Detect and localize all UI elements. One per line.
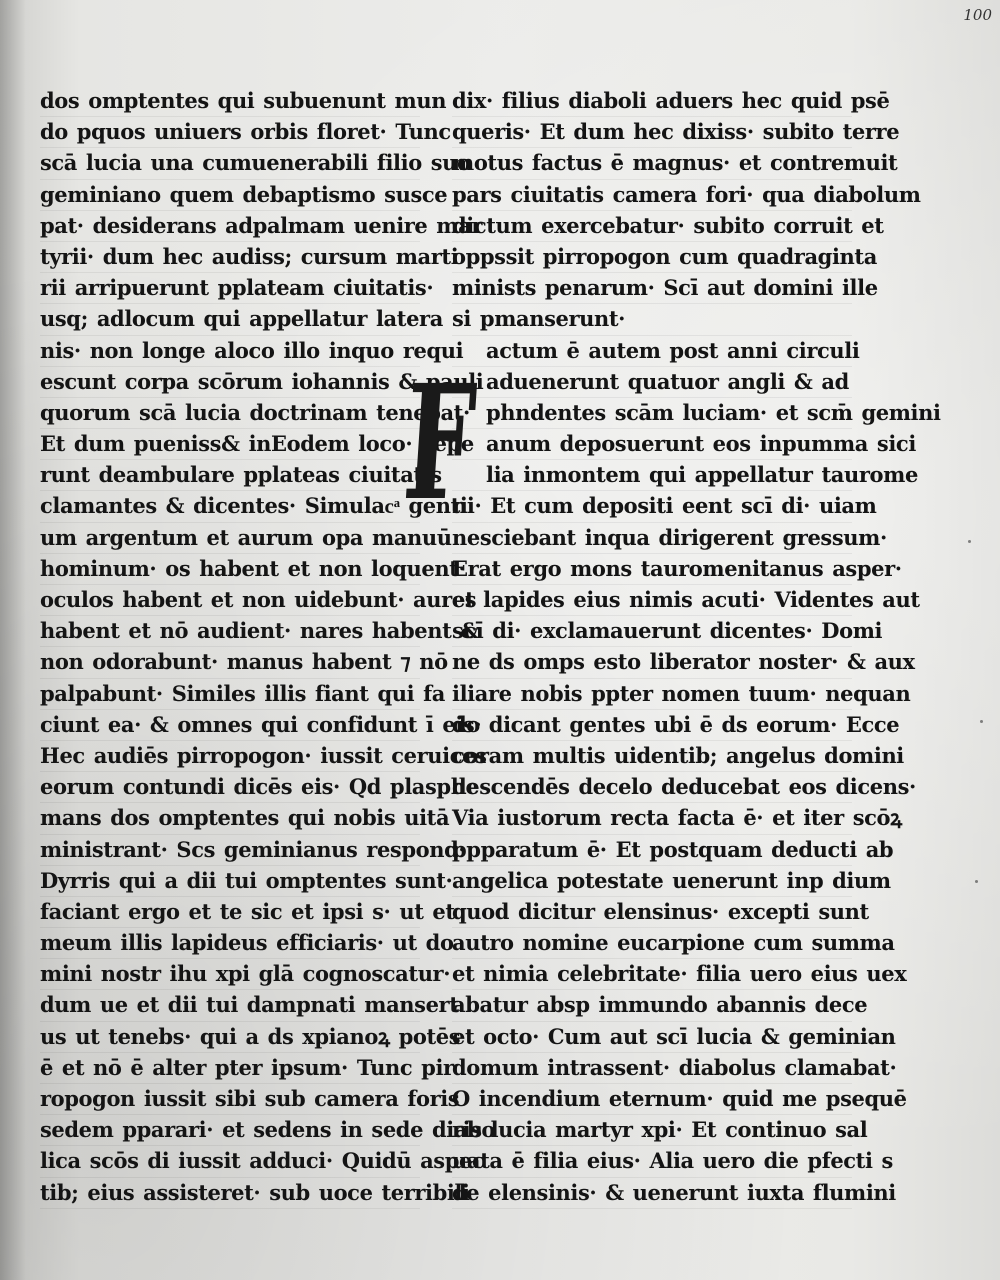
manuscript-line: Et dum pueniss& inEodem loco· cepe <box>40 429 420 460</box>
manuscript-line: aduenerunt quatuor angli & ad <box>452 367 852 398</box>
manuscript-line: tib; eius assisteret· sub uoce terribili <box>40 1178 420 1209</box>
manuscript-line: non odorabunt· manus habent ⁊ nō <box>40 647 420 678</box>
manuscript-line: Hec audiēs pirropogon· iussit ceruices <box>40 741 420 772</box>
manuscript-line: ne ds omps esto liberator noster· & aux <box>452 647 852 678</box>
manuscript-line: Via iustorum recta facta ē· et iter scōꝝ <box>452 803 852 834</box>
manuscript-line: coram multis uidentib; angelus domini <box>452 741 852 772</box>
manuscript-line: uata ē filia eius· Alia uero die pfecti s <box>452 1146 852 1177</box>
manuscript-line: et octo· Cum aut scī lucia & geminian <box>452 1022 852 1053</box>
manuscript-line: actum ē autem post anni circuli <box>452 336 852 367</box>
decorated-initial-letter: F <box>398 351 481 536</box>
manuscript-line: us ut tenebs· qui a ds xpianoꝝ potēs <box>40 1022 420 1053</box>
manuscript-line: motus factus ē magnus· et contremuit <box>452 148 852 179</box>
manuscript-line: dix· filius diaboli aduers hec quid psē <box>452 86 852 117</box>
right-text-column <box>452 86 941 1209</box>
manuscript-line: mans dos omptentes qui nobis uitā <box>40 803 420 834</box>
parchment-speck <box>975 880 978 883</box>
manuscript-line: tyrii· dum hec audiss; cursum marti <box>40 242 420 273</box>
manuscript-line: queris· Et dum hec dixiss· subito terre <box>452 117 852 148</box>
manuscript-line: mini nostr ihu xpi glā cognoscatur· <box>40 959 420 990</box>
manuscript-line: ppparatum ē· Et postquam deducti ab <box>452 835 852 866</box>
manuscript-line: clamantes & dicentes· Simulacͣ genti <box>40 491 420 522</box>
parchment-speck <box>980 720 983 723</box>
left-text-column <box>40 86 495 1209</box>
manuscript-line: oppssit pirropogon cum quadraginta <box>452 242 852 273</box>
manuscript-line: ni· Et cum depositi eent scī di· uiam <box>452 491 852 522</box>
manuscript-line: iliare nobis ppter nomen tuum· nequan <box>452 679 852 710</box>
manuscript-line: pat· desiderans adpalmam uenire mar <box>40 211 420 242</box>
manuscript-line: runt deambulare pplateas ciuitatis <box>40 460 420 491</box>
manuscript-line: usq; adlocum qui appellatur latera <box>40 304 420 335</box>
manuscript-line: angelica potestate uenerunt inp dium <box>452 866 852 897</box>
manuscript-line: anum deposuerunt eos inpumma sici <box>452 429 852 460</box>
manuscript-line: dos omptentes qui subuenunt mun <box>40 86 420 117</box>
binding-gutter-shadow <box>0 0 26 1280</box>
manuscript-line: phndentes scām luciam· et scm̄ gemini <box>452 398 852 429</box>
manuscript-line: domum intrassent· diabolus clamabat· <box>452 1053 852 1084</box>
manuscript-line: dum ue et dii tui dampnati mansert <box>40 990 420 1021</box>
manuscript-line: scā lucia una cumuenerabili filio suo <box>40 148 420 179</box>
parchment-speck <box>968 540 971 543</box>
manuscript-line: do dicant gentes ubi ē ds eorum· Ecce <box>452 710 852 741</box>
manuscript-line: quorum scā lucia doctrinam tenebat· <box>40 398 420 429</box>
manuscript-line: geminiano quem debaptismo susce <box>40 180 420 211</box>
manuscript-line: meum illis lapideus efficiaris· ut do <box>40 928 420 959</box>
manuscript-line: ē et nō ē alter pter ipsum· Tunc pir <box>40 1053 420 1084</box>
manuscript-line: faciant ergo et te sic et ipsi s· ut et <box>40 897 420 928</box>
manuscript-line: quod dicitur elensinus· excepti sunt <box>452 897 852 928</box>
manuscript-line: nesciebant inqua dirigerent gressum· <box>452 523 852 554</box>
manuscript-line: minists penarum· Scī aut domini ille <box>452 273 852 304</box>
manuscript-line: autro nomine eucarpione cum summa <box>452 928 852 959</box>
manuscript-line: hominum· os habent et non loquent· <box>40 554 420 585</box>
manuscript-line: do pquos uniuers orbis floret· Tunc <box>40 117 420 148</box>
manuscript-line: Dyrris qui a dii tui omptentes sunt· <box>40 866 420 897</box>
manuscript-line: et nimia celebritate· filia uero eius uex <box>452 959 852 990</box>
manuscript-line: de elensinis· & uenerunt iuxta flumini <box>452 1178 852 1209</box>
manuscript-line: ciunt ea· & omnes qui confidunt ī eis· <box>40 710 420 741</box>
folio-number: 100 <box>963 6 992 24</box>
manuscript-line: O incendium eternum· quid me psequē <box>452 1084 852 1115</box>
manuscript-line: sedem pparari· et sedens in sede diabo <box>40 1115 420 1146</box>
manuscript-line: eorum contundi dicēs eis· Qd plasphe <box>40 772 420 803</box>
manuscript-line: palpabunt· Similes illis fiant qui fa <box>40 679 420 710</box>
manuscript-line: et lapides eius nimis acuti· Videntes aut <box>452 585 852 616</box>
manuscript-line: lica scōs di iussit adduci· Quidū aspec <box>40 1146 420 1177</box>
manuscript-line: ministrant· Scs geminianus respond· <box>40 835 420 866</box>
manuscript-line: abatur absp immundo abannis dece <box>452 990 852 1021</box>
manuscript-line: escunt corpa scōrum iohannis & pauli <box>40 367 420 398</box>
manuscript-line: oculos habent et non uidebunt· aures <box>40 585 420 616</box>
manuscript-line: ris lucia martyr xpi· Et continuo sal <box>452 1115 852 1146</box>
manuscript-line: habent et nō audient· nares habent & <box>40 616 420 647</box>
manuscript-line: Erat ergo mons tauromenitanus asper· <box>452 554 852 585</box>
manuscript-line: nis· non longe aloco illo inquo requi <box>40 336 420 367</box>
manuscript-line: rii arripuerunt pplateam ciuitatis· <box>40 273 420 304</box>
manuscript-line: um argentum et aurum opa manuū <box>40 523 420 554</box>
manuscript-line: si pmanserunt· <box>452 304 852 335</box>
manuscript-line: ropogon iussit sibi sub camera foris <box>40 1084 420 1115</box>
manuscript-line: dictum exercebatur· subito corruit et <box>452 211 852 242</box>
manuscript-line: pars ciuitatis camera fori· qua diabolum <box>452 180 852 211</box>
manuscript-line: lia inmontem qui appellatur taurome <box>452 460 852 491</box>
manuscript-line: scī di· exclamauerunt dicentes· Domi <box>452 616 852 647</box>
manuscript-line: descendēs decelo deducebat eos dicens· <box>452 772 852 803</box>
